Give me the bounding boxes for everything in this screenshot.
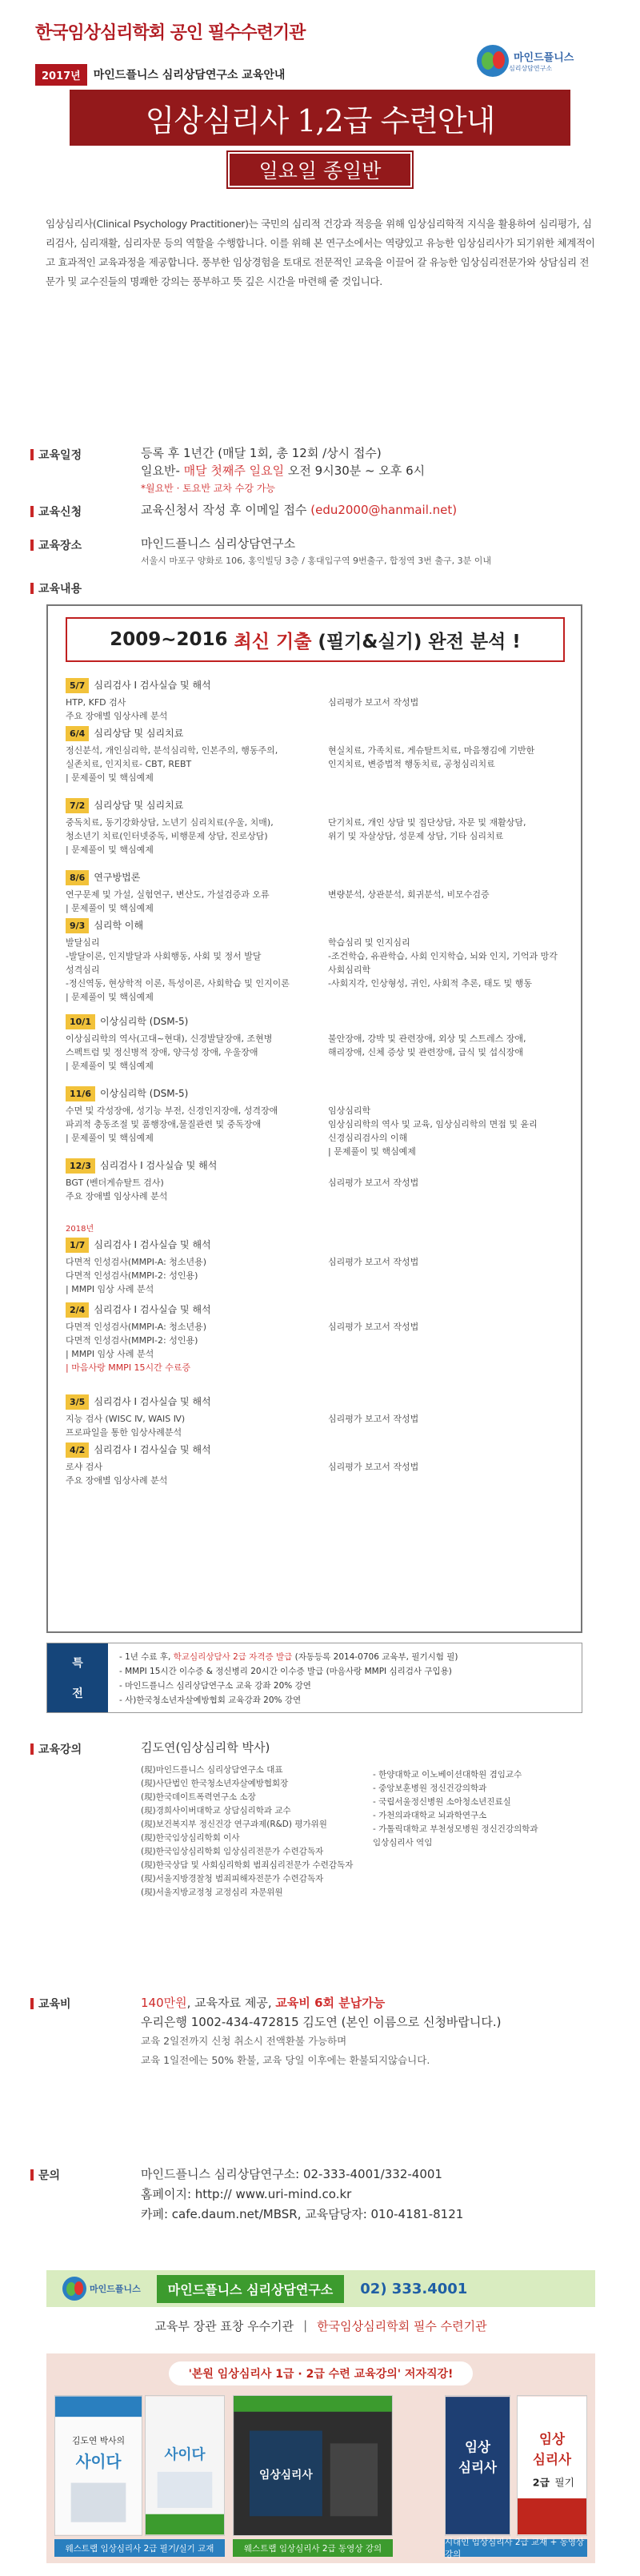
schedule-block [66, 798, 566, 857]
special-line-2: - MMPI 15시간 이수증 & 정신병리 20시간 이수증 발급 (마음사랑 MMPI 심리검사 구입용) [119, 1667, 452, 1676]
block-item: 다면적 인성검사(MMPI-A: 청소년용) [66, 1322, 207, 1332]
lecturer-career-right [373, 1763, 613, 1900]
block-item: 다면적 인성검사(MMPI-2: 성인용) [66, 1335, 198, 1346]
block-item: 수면 및 각성장애, 성기능 부전, 신경인지장애, 성격장애 [66, 1105, 278, 1116]
block-item: 주요 장애별 임상사례 분석 [66, 1191, 168, 1202]
contact-body [141, 2165, 463, 2225]
career-item: (現)한국임상심리학회 임상심리전문가 수련감독자 [141, 1847, 324, 1856]
month-tag: 5/7 [66, 678, 89, 693]
month-tag: 11/6 [66, 1086, 95, 1101]
career-item: (現)사단법인 한국청소년자살예방협회장 [141, 1779, 289, 1788]
page-subtitle: 일요일 종일반 [228, 152, 412, 187]
block-item: 프로파일을 통한 임상사례분석 [66, 1427, 182, 1438]
video-cover [233, 2395, 393, 2536]
block-item: 파괴적 충동조절 및 품행장애,물질관련 및 중독장애 [66, 1119, 262, 1130]
logo-sub: 심리상담연구소 [509, 65, 553, 72]
block-item: | MMPI 임상 사례 분석 [66, 1284, 154, 1294]
fee-line-1: 140만원, 교육자료 제공, 교육비 6회 분납가능 [141, 1996, 386, 2010]
career-item: - 가톨릭대학교 부천성모병원 정신건강의학과 [373, 1824, 538, 1834]
special-text [108, 1643, 582, 1712]
block-item: 성격심리 [66, 965, 100, 975]
book-cover-1 [54, 2395, 142, 2536]
fee-line-3: 교육 2일전까지 신청 취소시 전액환불 가능하며 [141, 2035, 347, 2047]
block-item: 다면적 인성검사(MMPI-2: 성인용) [66, 1270, 198, 1281]
schedule-block [66, 726, 566, 784]
block-item: 발달심리 [66, 937, 100, 948]
block-item: 인지치료, 변증법적 행동치료, 공청심리치료 [328, 759, 495, 769]
block-item: | 문제풀이 및 핵심예제 [66, 903, 154, 913]
month-tag: 4/2 [66, 1442, 89, 1458]
book-cover-2 [145, 2395, 225, 2536]
block-item: | 문제풀이 및 핵심예제 [66, 1133, 154, 1143]
block-item: 연구문제 및 가설, 실험연구, 변산도, 가설검증과 오류 [66, 889, 270, 900]
block-item: 심리평가 보고서 작성법 [328, 1462, 419, 1472]
block-item: 임상심리학의 역사 및 교육, 임상심리학의 면접 및 윤리 [328, 1119, 538, 1130]
career-item: (現)한국임상심리학회 이사 [141, 1833, 240, 1843]
career-item: (現)마인드플니스 심리상담연구소 대표 [141, 1765, 283, 1775]
schedule-block [66, 1158, 566, 1203]
block-item: | 문제풀이 및 핵심예제 [66, 845, 154, 855]
footer-phone: 02) 333.4001 [360, 2280, 468, 2297]
year-badge: 2017년 [35, 64, 87, 86]
book-4-word-1: 임상 [538, 2431, 566, 2447]
block-item: 현실치료, 가족치료, 게슈탈트치료, 마음챙김에 기반한 [328, 745, 535, 756]
month-tag: 1/7 [66, 1238, 89, 1253]
apply-email-link[interactable]: (edu2000@hanmail.net) [310, 503, 458, 517]
book-cover-3 [445, 2395, 510, 2536]
contact-cafe-link[interactable]: 카페: cafe.daum.net/MBSR, 교육담당자: 010-4181-8121 [141, 2207, 464, 2221]
block-title: 심리검사 I 검사실습 및 해석 [94, 1444, 211, 1455]
special-line-4: - 사)한국청소년자살예방협회 교육강좌 20% 강연 [119, 1695, 302, 1705]
career-item: (現)경희사이버대학교 상담심리학과 교수 [141, 1806, 291, 1816]
section-lecture-label: 교육강의 [30, 1741, 82, 1757]
footer-logo[interactable]: 마인드플니스 [62, 2277, 141, 2301]
logo-icon [477, 45, 509, 77]
career-item: (現)서울지방경찰청 범죄피해자전문가 수련감독자 [141, 1874, 324, 1884]
block-item: 단기치료, 개인 상담 및 집단상담, 자문 및 재활상담, [328, 817, 526, 828]
book-cover-4 [517, 2395, 587, 2536]
block-item: 심리평가 보고서 작성법 [328, 1322, 419, 1332]
section-contact-label: 문의 [30, 2167, 60, 2183]
contact-homepage-link[interactable]: 홈페이지: http:// www.uri-mind.co.kr [141, 2187, 352, 2201]
books-caption-3: 시대인 임상심리사 2급 교재 + 동영상 강의 [445, 2539, 587, 2557]
book-2-word: 사이다 [164, 2447, 206, 2464]
section-schedule-label: 교육일정 [30, 447, 82, 463]
schedule-line-3: *월요반 · 토요반 교차 수강 가능 [141, 483, 275, 494]
place-name: 마인드플니스 심리상담연구소 [141, 536, 296, 551]
schedule-block [66, 1222, 566, 1296]
block-item: 심리평가 보고서 작성법 [328, 697, 419, 708]
block-item: 중독치료, 동기강화상담, 노년기 심리치료(우울, 치매), [66, 817, 274, 828]
schedule-block [66, 1394, 566, 1439]
block-title: 심리검사 I 검사실습 및 해석 [94, 1239, 211, 1250]
lecturer-career-left [141, 1763, 373, 1900]
lecturer-name: 김도연(임상심리학 박사) [141, 1740, 270, 1755]
block-title: 연구방법론 [94, 872, 141, 883]
books-heading: '본원 임상심리사 1급 · 2급 수련 교육강의' 저자직강! [169, 2361, 473, 2385]
month-tag: 12/3 [66, 1158, 95, 1174]
month-tag: 7/2 [66, 798, 89, 813]
lecture-body [141, 1739, 613, 1900]
book-4-type: 필기 [554, 2476, 574, 2489]
career-item: (現)보건복지부 정신건강 연구과제(R&D) 평가위원 [141, 1820, 327, 1829]
block-item: BGT (벤더게슈탈트 검사) [66, 1178, 164, 1188]
footer-credentials: 교육부 장관 표창 우수기관 | 한국임상심리학회 필수 수련기관 [154, 2318, 487, 2333]
schedule-block [66, 678, 566, 723]
footer-center-name: 마인드플니스 심리상담연구소 [157, 2275, 345, 2303]
block-title: 심리검사 I 검사실습 및 해석 [99, 1160, 218, 1171]
block-highlight: | 마음사랑 MMPI 15시간 수료증 [66, 1362, 191, 1373]
career-item: (現)한국데이트폭력연구소 소장 [141, 1792, 256, 1802]
section-place-body [141, 535, 491, 570]
block-item: 청소년기 치료(인터넷중독, 비행문제 상담, 진로상담) [66, 831, 268, 841]
block-item: 지능 검사 (WISC Ⅳ, WAIS Ⅳ) [66, 1414, 186, 1424]
year-marker: 2018년 [66, 1225, 94, 1234]
schedule-block [66, 1442, 566, 1487]
block-item: -조건학습, 유관학습, 사회 인지학습, 뇌와 인지, 기억과 망각 [328, 951, 558, 961]
section-apply-body: 교육신청서 작성 후 이메일 접수 (edu2000@hanmail.net) [141, 503, 458, 517]
month-tag: 2/4 [66, 1302, 89, 1318]
section-place-label: 교육장소 [30, 537, 82, 553]
month-tag: 9/3 [66, 918, 89, 933]
schedule-block [66, 870, 566, 915]
book-4-word-2: 심리사 [532, 2452, 572, 2468]
special-line-3: - 마인드플니스 심리상담연구소 교육 강좌 20% 강연 [119, 1681, 311, 1691]
block-item: 임상심리학 [328, 1105, 371, 1116]
block-item: 변량분석, 상관분석, 회귀분석, 비모수검증 [328, 889, 490, 900]
logo-icon [62, 2277, 86, 2301]
book-4-grade: 2급 [532, 2476, 550, 2489]
block-title: 이상심리학 (DSM-5) [99, 1088, 189, 1099]
intro-paragraph: 임상심리사(Clinical Psychology Practitioner)는 국민의 심리적 건강과 적응을 위해 임상심리학적 지식을 활용하여 심리평가, 심리검사, 심리재활, 심리자문 등의 역할을 수행합니다. 이를 위해 본 연구소에서는 역량있고 유능한 임상심리사가 되기위한 체계적이고 효과적인 교육과정을 제공합니다. 풍부한 임상경험을 토대로 전문적인 교육을 이끌어 갈 유능한 임상심리전문가와 상담심리 전문가 및 교수진들의 명쾌한 강의는 풍부하고 뜻 깊은 시간을 마련해 줄 것입니다. [46, 218, 595, 287]
month-tag: 8/6 [66, 870, 89, 885]
block-title: 심리검사 I 검사실습 및 해석 [94, 1304, 211, 1315]
schedule-block [66, 918, 566, 1004]
book-1-word: 사이다 [75, 2452, 122, 2471]
block-item: 정신분석, 개인심리학, 분석심리학, 인본주의, 행동주의, [66, 745, 278, 756]
block-item: | 문제풀이 및 핵심예제 [66, 992, 154, 1002]
block-item: | MMPI 임상 사례 분석 [66, 1349, 154, 1359]
fee-line-4: 교육 1일전에는 50% 환불, 교육 당일 이후에는 환불되지않습니다. [141, 2054, 430, 2066]
month-tag: 6/4 [66, 726, 89, 741]
fee-line-2: 우리은행 1002-434-472815 김도연 (본인 이름으로 신청바랍니다.) [141, 2015, 502, 2029]
block-title: 심리학 이해 [94, 920, 144, 931]
block-title: 심리검사 I 검사실습 및 해석 [94, 680, 211, 691]
block-item: | 문제풀이 및 핵심예제 [66, 772, 154, 783]
career-item: - 중앙보훈병원 정신건강의학과 [373, 1784, 487, 1793]
fee-body [141, 1993, 502, 2070]
book-3-word-1: 임상 [464, 2439, 491, 2455]
block-item: | 문제풀이 및 핵심예제 [328, 1146, 416, 1157]
block-item: 사회심리학 [328, 965, 371, 975]
special-label: 특 전 [47, 1643, 108, 1712]
section-schedule-body [141, 444, 425, 497]
block-item: HTP, KFD 검사 [66, 697, 126, 708]
career-item: - 가천의과대학교 뇌과학연구소 [373, 1811, 487, 1820]
block-item: 불안장애, 강박 및 관련장애, 외상 및 스트레스 장애, [328, 1033, 526, 1044]
books-caption-1: 웨스트랩 임상심리사 2급 필기/실기 교재 [54, 2539, 225, 2557]
book-3-word-2: 심리사 [458, 2459, 498, 2475]
career-item: (現)한국상담 및 사회심리학회 범죄심리전문가 수련감독자 [141, 1860, 354, 1870]
contact-phone: 마인드플니스 심리상담연구소: 02-333-4001/332-4001 [141, 2167, 442, 2181]
logo-name: 마인드플니스 [514, 52, 574, 64]
schedule-box [46, 604, 582, 1633]
block-title: 심리상담 및 심리치료 [94, 800, 184, 811]
month-tag: 3/5 [66, 1394, 89, 1410]
block-item: 주요 장애별 임상사례 분석 [66, 1475, 168, 1486]
block-item: 학습심리 및 인지심리 [328, 937, 410, 948]
block-item: -발달이론, 인지발달과 사회행동, 사회 및 정서 발달 [66, 951, 262, 961]
video-title: 임상심리사 [258, 2468, 313, 2482]
block-item: 이상심리학의 역사(고대~현대), 신경발달장애, 조현병 [66, 1033, 273, 1044]
header [0, 0, 640, 207]
schedule-block [66, 1014, 566, 1073]
career-item: 임상심리사 역임 [373, 1838, 433, 1848]
block-item: 신경심리검사의 이해 [328, 1133, 408, 1143]
block-item: -정신역동, 현상학적 이론, 특성이론, 사회학습 및 인지이론 [66, 978, 290, 989]
year-text: 마인드플니스 심리상담연구소 교육안내 [93, 69, 286, 82]
block-title: 이상심리학 (DSM-5) [99, 1016, 189, 1027]
books-section [46, 2353, 595, 2563]
book-1-title: 김도연 박사의 [71, 2435, 126, 2446]
header-logo[interactable] [477, 45, 574, 77]
block-item: 스펙트럼 및 정신병적 장애, 양극성 장애, 우울장애 [66, 1047, 258, 1057]
career-item: - 한양대학교 이노베이션대학원 겸임교수 [373, 1770, 522, 1780]
footer-banner [46, 2270, 595, 2344]
block-item: -사회지각, 인상형성, 귀인, 사회적 추론, 태도 및 행동 [328, 978, 532, 989]
block-item: 심리평가 보고서 작성법 [328, 1414, 419, 1424]
books-caption-2: 웨스트랩 임상심리사 2급 동영상 강의 [233, 2539, 393, 2557]
block-title: 심리상담 및 심리치료 [94, 728, 184, 739]
top-line: 한국임상심리학회 공인 필수수련기관 [35, 23, 306, 43]
block-item: 심리평가 보고서 작성법 [328, 1257, 419, 1267]
block-item: 해리장애, 신체 증상 및 관련장애, 급식 및 섭식장애 [328, 1047, 523, 1057]
schedule-heading: 2009~2016 최신 기출 (필기&실기) 완전 분석 ! [66, 617, 565, 662]
schedule-block [66, 1086, 566, 1158]
schedule-line-1: 등록 후 1년간 (매달 1회, 총 12회 /상시 접수) [141, 446, 382, 460]
block-item: 위기 및 자살상담, 성문제 상담, 기타 심리치료 [328, 831, 504, 841]
block-item: 실존치료, 인지치료- CBT, REBT [66, 759, 192, 769]
schedule-block [66, 1302, 566, 1374]
special-benefits [46, 1643, 582, 1713]
block-item: 로샤 검사 [66, 1462, 103, 1472]
block-item: 심리평가 보고서 작성법 [328, 1178, 419, 1188]
page-title: 임상심리사 1,2급 수련안내 [70, 90, 570, 146]
section-apply-label: 교육신청 [30, 504, 82, 520]
section-fee-label: 교육비 [30, 1996, 71, 2012]
block-title: 심리검사 I 검사실습 및 해석 [94, 1396, 211, 1407]
year-row [35, 64, 285, 85]
block-item: 다면적 인성검사(MMPI-A: 청소년용) [66, 1257, 207, 1267]
special-line-1: - 1년 수료 후, 학교심리상담사 2급 자격증 발급 (자동등록 2014-0706 교육부, 필기시험 필) [119, 1652, 458, 1662]
section-content-label: 교육내용 [30, 580, 82, 596]
block-item: | 문제풀이 및 핵심예제 [66, 1061, 154, 1071]
career-item: (現)서울지방교정청 교정심리 자문위원 [141, 1888, 283, 1897]
month-tag: 10/1 [66, 1014, 95, 1029]
schedule-line-2: 일요반- 매달 첫째주 일요일 오전 9시30분 ~ 오후 6시 [141, 463, 426, 478]
block-item: 주요 장애별 임상사례 분석 [66, 711, 168, 721]
place-address: 서울시 마포구 양화로 106, 홍익빌딩 3층 / 홍대입구역 9번출구, 합정역 3번 출구, 3분 이내 [141, 556, 492, 566]
career-item: - 국립서울정신병원 소아청소년진료실 [373, 1797, 511, 1807]
